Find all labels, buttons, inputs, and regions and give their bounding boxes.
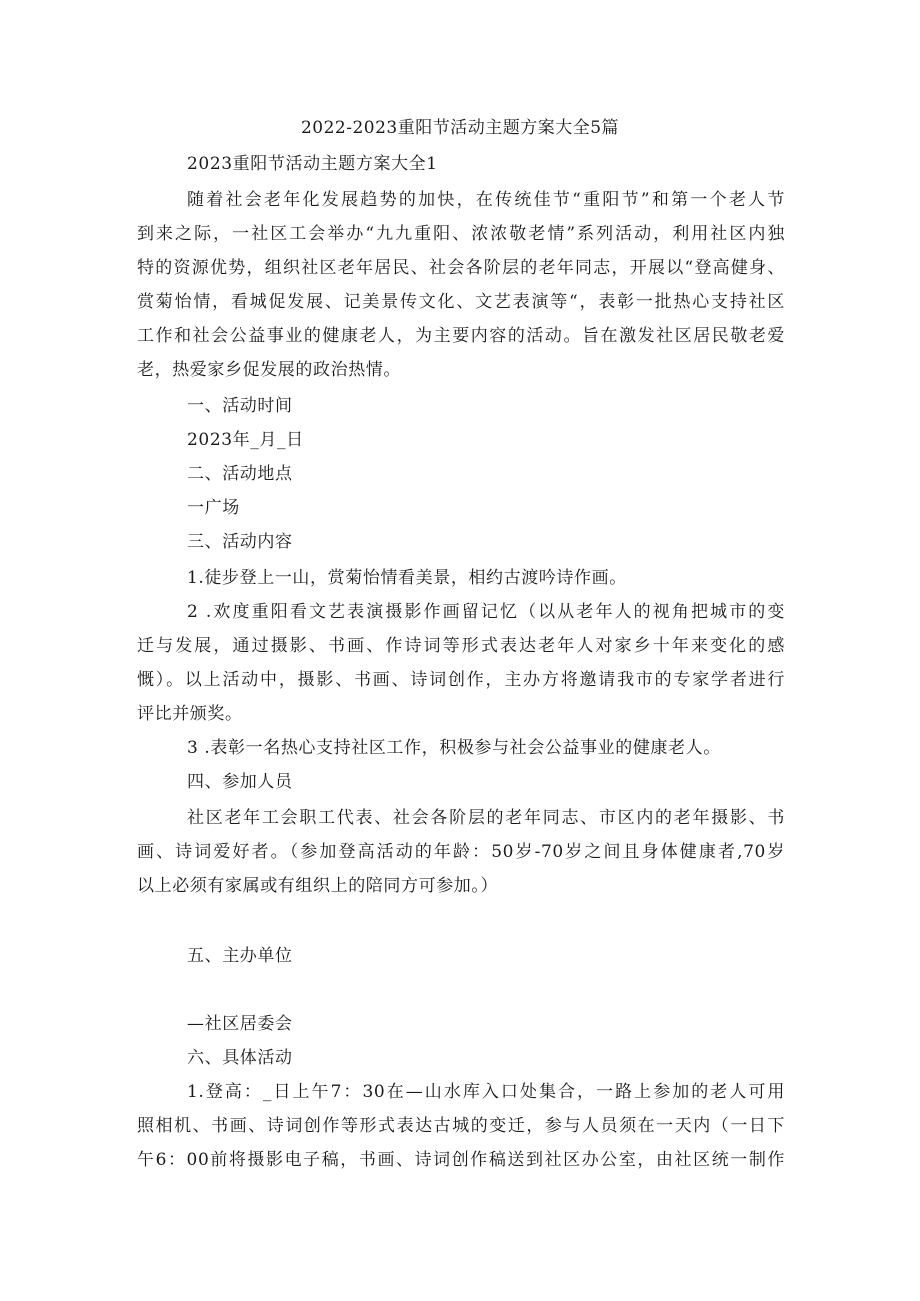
- intro-line-2: 到来之际，一社区工会举办“九九重阳、浓浓敬老情”系列活动，利用社区内独: [137, 224, 785, 244]
- content-item-1: 1.徒步登上一山，赏菊怡情看美景，相约古渡吟诗作画。: [187, 568, 627, 588]
- content-item-2-line-3: 慨）。以上活动中，摄影、书画、诗词创作，主办方将邀请我市的专家学者进行: [137, 670, 785, 690]
- document-title: 2022-2023重阳节活动主题方案大全5篇: [300, 118, 620, 138]
- section-heading-participants: 四、参加人员: [187, 772, 293, 792]
- activity-1-line-1: 1.登高：_日上午7：30在—山水库入口处集合，一路上参加的老人可用: [187, 1082, 785, 1102]
- participants-line-1: 社区老年工会职工代表、社会各阶层的老年同志、市区内的老年摄影、书: [187, 808, 785, 828]
- section-heading-activities: 六、具体活动: [187, 1048, 293, 1068]
- section-heading-content: 三、活动内容: [187, 532, 293, 552]
- participants-line-3: 以上必须有家属或有组织上的陪同方可参加。）: [137, 876, 499, 896]
- content-item-2-line-1: 2 .欢度重阳看文艺表演摄影作画留记忆（以从老年人的视角把城市的变: [187, 602, 785, 622]
- content-item-3: 3 .表彰一名热心支持社区工作，积极参与社会公益事业的健康老人。: [187, 738, 721, 758]
- section-subtitle: 2023重阳节活动主题方案大全1: [187, 154, 438, 174]
- intro-line-6: 老，热爱家乡促发展的政治热情。: [137, 360, 401, 380]
- section-heading-location: 二、活动地点: [187, 464, 293, 484]
- intro-line-4: 赏菊怡情，看城促发展、记美景传文化、文艺表演等“，表彰一批热心支持社区: [137, 292, 785, 312]
- section-heading-organizer: 五、主办单位: [187, 946, 293, 966]
- activity-location: 一广场: [187, 498, 240, 518]
- content-item-2-line-4: 评比并颁奖。: [137, 704, 243, 724]
- participants-line-2: 画、诗词爱好者。（参加登高活动的年龄：50岁-70岁之间且身体健康者,70岁: [137, 842, 785, 862]
- activity-1-line-3: 午6：00前将摄影电子稿，书画、诗词创作稿送到社区办公室，由社区统一制作: [137, 1150, 785, 1170]
- activity-1-line-2: 照相机、书画、诗词创作等形式表达古城的变迁，参与人员须在一天内（一日下: [137, 1116, 785, 1136]
- intro-line-5: 工作和社会公益事业的健康老人，为主要内容的活动。旨在激发社区居民敬老爱: [137, 326, 785, 346]
- intro-line-1: 随着社会老年化发展趋势的加快，在传统佳节“重阳节”和第一个老人节: [187, 190, 785, 210]
- section-heading-time: 一、活动时间: [187, 396, 293, 416]
- organizer-name: —社区居委会: [187, 1014, 293, 1034]
- intro-line-3: 特的资源优势，组织社区老年居民、社会各阶层的老年同志，开展以“登高健身、: [137, 258, 785, 278]
- activity-date: 2023年_月_日: [187, 430, 304, 450]
- content-item-2-line-2: 迁与发展，通过摄影、书画、作诗词等形式表达老年人对家乡十年来变化的感: [137, 636, 785, 656]
